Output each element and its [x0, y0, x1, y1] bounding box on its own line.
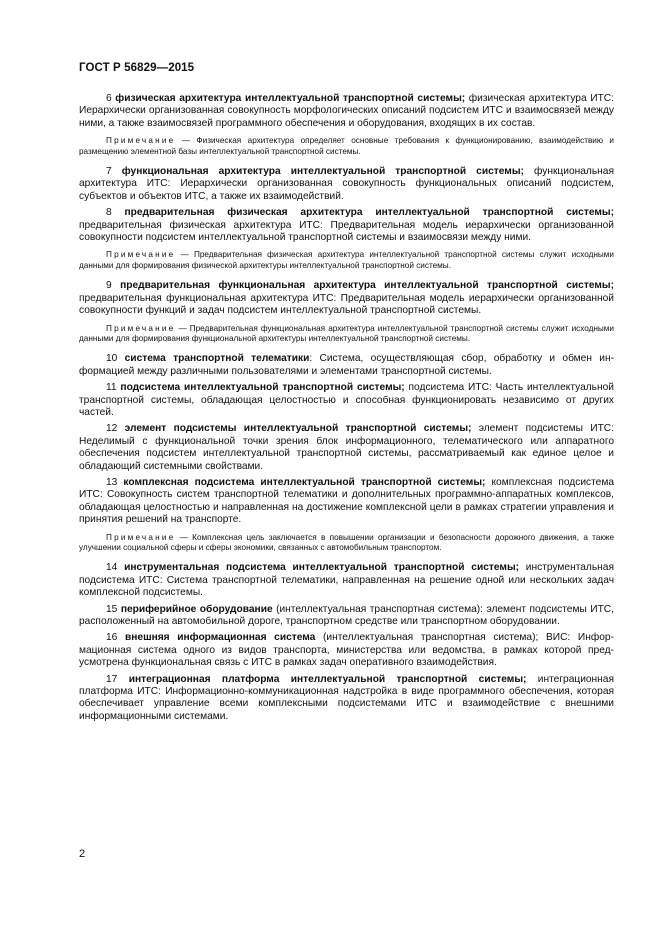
term-definition: предварительная физическая архитектура ИТС: Предварительная модель иерархически организованной совокупности подсистем интеллектуальной транспортной системы и взаимосвязи между ними. [79, 219, 614, 244]
term-12 [79, 423, 614, 473]
note-preliminary-physical [79, 250, 614, 271]
term-number: 11 [106, 382, 117, 394]
term-number: 16 [106, 632, 118, 644]
term-title: внешняя информационная система [125, 632, 316, 644]
term-13 [79, 477, 614, 527]
term-8 [79, 207, 614, 244]
term-definition: физическая архитектура ИТС: Иерархически организованная совокупность морфологических описаний подсистем ИТС и взаимосвязей между ними, а также взаимосвязей программного обеспечения и оборудования, входящих в их состав. [79, 93, 614, 129]
term-6 [79, 93, 614, 130]
document-header: ГОСТ Р 56829—2015 [79, 62, 195, 74]
term-number: 15 [106, 603, 118, 615]
term-title: периферийное оборудование [120, 603, 273, 615]
term-number: 13 [106, 476, 118, 488]
term-definition: элемент подсистемы ИТС: Неделимый с функциональной точки зрения блок информационного, телематического или аппаратного обеспечения подсистем интеллектуальной транспортной системы, рассматриваемый как единое целое и обладающий системными свойствами. [79, 423, 614, 472]
page-number: 2 [79, 848, 86, 860]
term-number: 9 [106, 280, 112, 292]
term-title: физическая архитектура интеллектуальной транспортной системы; [115, 93, 466, 104]
term-title: комплексная подсистема интеллектуальной транспортной системы; [123, 476, 486, 488]
term-definition: интеграционная платформа ИТС: Информационно-коммуникационная надстройка в виде программного обеспечения, которая обеспечивает управление всеми комплексными подсистемами ИТС и взаимодействие с внешними информационными системами. [79, 673, 614, 722]
term-definition: (интеллектуальная транспортная система); ВИС: Информационная система одного из видов транспорта, министерства или ведомства, в рамках которой предусмотрена функциональная связь с ИТС в рамках задач оперативного взаимодействия. [79, 632, 614, 669]
term-definition: функциональная архитектура ИТС: Иерархически организованная совокупность функциональных описаний подсистем, субъектов и объектов ИТС, а также их взаимодействий. [79, 166, 614, 202]
term-10 [79, 353, 614, 378]
term-17 [79, 674, 614, 724]
term-title: подсистема интеллектуальной транспортной системы; [120, 382, 405, 394]
note-complex-goal [79, 533, 614, 554]
term-definition: подсистема ИТС: Часть интеллектуальной транспортной системы, обладающая целостностью и способная функционировать независимо от других частей. [79, 382, 614, 418]
term-7 [79, 166, 614, 203]
term-definition: предварительная функциональная архитектура ИТС: Предварительная модель иерархически организованной совокупности функций и задач подсистем интеллектуальной транспортной системы. [79, 292, 614, 317]
term-definition: (интеллектуальная транспортная система): элемент подсистемы ИТС, расположенный на автомобильной дороге, транспортном средстве или транспортном оборудовании. [79, 603, 614, 628]
term-15 [79, 604, 614, 629]
term-definition: комплексная подсистема ИТС: Совокупность систем транспортной телематики и дополнительных программно-аппаратных комплексов, обладающая целостностью и направленная на достижение комплексной цели в рамках стратегии управления и принятия решений на транспорте. [79, 476, 614, 526]
term-number: 14 [106, 562, 118, 574]
note-label: Примечание [106, 532, 176, 542]
term-9 [79, 280, 614, 317]
note-label: Примечание [106, 323, 176, 333]
term-number: 8 [106, 207, 112, 219]
document-body [79, 93, 614, 727]
term-title: интеграционная платформа интеллектуальной транспортной системы; [128, 673, 527, 685]
note-preliminary-functional [79, 324, 614, 345]
term-title: предварительная функциональная архитектура интеллектуальной транспортной системы; [120, 280, 614, 292]
term-14 [79, 562, 614, 599]
note-text: — Предварительная физическая архитектура интеллектуальной транспортной системы служит исходными данными для формирования физической архитектуры интеллектуальной транспортной системы. [79, 250, 614, 270]
term-title: элемент подсистемы интеллектуальной транспортной системы; [124, 423, 472, 435]
note-label: Примечание [106, 250, 176, 260]
term-number: 12 [106, 423, 118, 435]
note-label: Примечание [106, 136, 176, 146]
term-definition: : Система, осуществляющая сбор, обработку и обмен информацией между различными пользователями и элементами транспортной системы. [79, 353, 614, 377]
term-11 [79, 382, 614, 419]
note-text: — Физическая архитектура определяет основные требования к функционированию, взаимодействию и размещению элементной базы интеллектуальной транспортной системы. [79, 136, 614, 156]
term-number: 7 [106, 166, 112, 178]
term-16 [79, 632, 614, 669]
term-number: 17 [106, 673, 118, 685]
term-title: инструментальная подсистема интеллектуальной транспортной системы; [124, 562, 520, 574]
term-title: функциональная архитектура интеллектуальной транспортной системы; [121, 166, 524, 178]
note-text: — Предварительная функциональная архитектура интеллектуальной транспортной системы служит исходными данными для формирования функциональной архитектуры интеллектуальной транспортной системы. [79, 323, 614, 343]
note-text: — Комплексная цель заключается в повышении организации и безопасности дорожного движения, а также улучшении социальной сферы и сферы экономики, связанных с автомобильным транспортом. [79, 532, 614, 552]
note-physical-architecture [79, 136, 614, 157]
term-title: система транспортной телематики [124, 353, 310, 365]
term-title: предварительная физическая архитектура интеллектуальной транспортной системы; [124, 207, 614, 219]
term-definition: инструментальная подсистема ИТС: Система транспортной телематики, направленная на решение одной или нескольких задач комплексной подсистемы. [79, 562, 614, 599]
term-number: 10 [106, 353, 118, 365]
term-number: 6 [106, 93, 112, 104]
